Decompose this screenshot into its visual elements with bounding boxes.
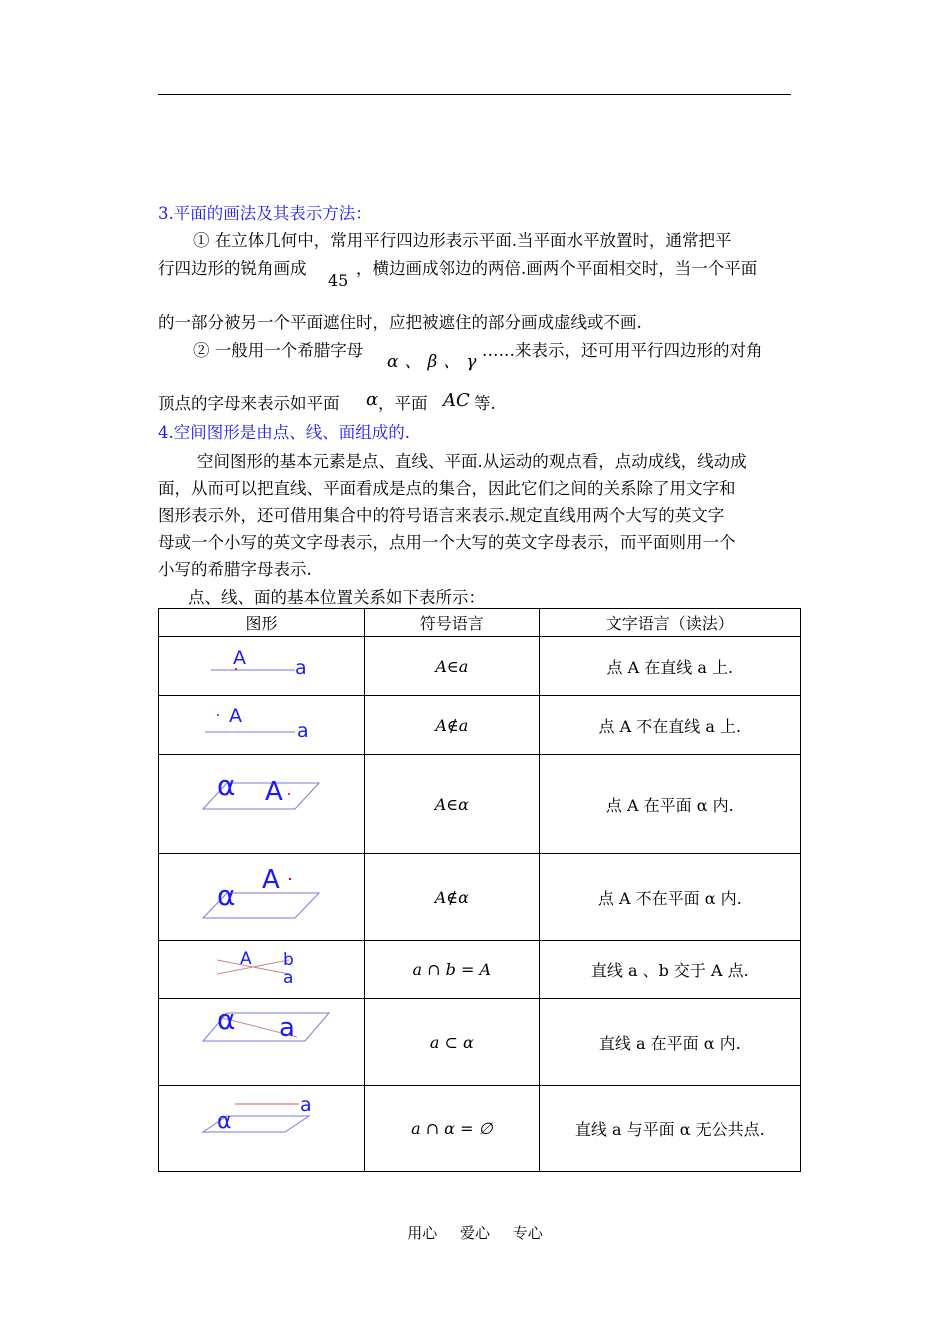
figure-cell	[159, 696, 365, 755]
s4-line4: 母或一个小写的英文字母表示，点用一个大写的英文字母表示，而平面则用一个	[158, 533, 736, 552]
symbol-cell: a ∩ b = A	[364, 941, 539, 999]
label-alpha: α	[217, 769, 236, 802]
text-cell: 点 A 不在直线 a 上.	[539, 696, 800, 755]
label-a: a	[297, 720, 310, 742]
figure-line-in-plane	[159, 999, 363, 1081]
header-text: 文字语言（读法）	[539, 609, 800, 637]
s3-p2-line2b: ，平面	[378, 394, 428, 413]
table-row	[159, 854, 801, 941]
figure-line-parallel-plane	[159, 1086, 363, 1167]
s4-line2: 面，从而可以把直线、平面看成是点的集合，因此它们之间的关系除了用文字和	[158, 479, 736, 498]
header-symbol: 符号语言	[364, 609, 539, 637]
symbol-cell: a ⊂ α	[364, 999, 539, 1086]
figure-point-off-line	[159, 696, 363, 750]
text-cell: 直线 a 与平面 α 无公共点.	[539, 1086, 800, 1172]
figure-point-out-plane	[159, 854, 363, 936]
text-cell: 点 A 在直线 a 上.	[539, 637, 800, 696]
table-row	[159, 637, 801, 696]
greek-letters: α、β、γ	[387, 352, 483, 372]
s4-line5: 小写的希腊字母表示.	[158, 560, 312, 579]
s3-p1-line2a: 行四边形的锐角画成	[158, 259, 307, 278]
text-cell: 直线 a 在平面 α 内.	[539, 999, 800, 1086]
s3-p1-line1: ① 在立体几何中，常用平行四边形表示平面.当平面水平放置时，通常把平	[193, 231, 732, 250]
label-a: a	[283, 968, 294, 988]
figure-cell	[159, 854, 365, 941]
angle-45: 45	[328, 271, 349, 290]
label-a: a	[300, 1094, 313, 1116]
header-figure: 图形	[159, 609, 365, 637]
figure-lines-intersect	[159, 941, 363, 994]
label-A: A	[229, 705, 243, 727]
label-A: A	[233, 647, 247, 669]
section3-heading: 3.平面的画法及其表示方法：	[158, 204, 372, 223]
label-A: A	[262, 865, 281, 895]
symbol-cell: A∉α	[364, 854, 539, 941]
table-row	[159, 999, 801, 1086]
s3-p2-line2a: 顶点的字母来表示如平面	[158, 394, 340, 413]
text-cell: 直线 a 、b 交于 A 点.	[539, 941, 800, 999]
s3-p2-line1a: ② 一般用一个希腊字母	[193, 341, 364, 360]
text-cell: 点 A 在平面 α 内.	[539, 755, 800, 854]
figure-cell	[159, 755, 365, 854]
plane-alpha: α	[366, 389, 379, 410]
figure-point-in-plane	[159, 755, 363, 849]
table-row	[159, 1086, 801, 1172]
table-row	[159, 755, 801, 854]
footer-item: 专心	[512, 1224, 543, 1242]
relations-table	[158, 608, 801, 1172]
table-row	[159, 696, 801, 755]
label-alpha: α	[217, 879, 236, 912]
figure-cell	[159, 637, 365, 696]
footer-item: 爱心	[459, 1224, 490, 1242]
label-alpha: α	[217, 1109, 232, 1134]
s3-p1-line2b: ，横边画成邻边的两倍.画两个平面相交时，当一个平面	[356, 259, 758, 278]
table-intro: 点、线、面的基本位置关系如下表所示：	[188, 588, 485, 607]
s3-p2-line2c: 等.	[474, 394, 496, 413]
s4-line1: 空间图形的基本元素是点、直线、平面.从运动的观点看，点动成线，线动成	[197, 452, 747, 471]
figure-cell	[159, 999, 365, 1086]
symbol-cell: A∉a	[364, 696, 539, 755]
label-b: b	[283, 950, 295, 970]
figure-cell	[159, 1086, 365, 1172]
figure-cell	[159, 941, 365, 999]
label-alpha: α	[217, 1003, 236, 1036]
symbol-cell: a ∩ α = ∅	[364, 1086, 539, 1172]
s3-p2-line1b: ……来表示，还可用平行四边形的对角	[482, 341, 763, 360]
symbol-cell: A∈a	[364, 637, 539, 696]
table-row	[159, 941, 801, 999]
label-A: A	[265, 777, 284, 807]
text-cell: 点 A 不在平面 α 内.	[539, 854, 800, 941]
section4-heading: 4.空间图形是由点、线、面组成的.	[158, 423, 410, 442]
table-header-row	[159, 609, 801, 637]
plane-ac: AC	[443, 390, 470, 411]
header-rule	[158, 94, 791, 95]
figure-point-on-line	[159, 637, 363, 691]
footer-item: 用心	[407, 1224, 438, 1242]
label-a: a	[295, 657, 308, 679]
footer	[0, 1222, 950, 1243]
s4-line3: 图形表示外，还可借用集合中的符号语言来表示.规定直线用两个大写的英文字	[158, 506, 725, 525]
symbol-cell: A∈α	[364, 755, 539, 854]
label-A: A	[240, 949, 253, 969]
s3-p1-line3: 的一部分被另一个平面遮住时，应把被遮住的部分画成虚线或不画.	[158, 313, 642, 332]
label-a: a	[279, 1013, 296, 1043]
